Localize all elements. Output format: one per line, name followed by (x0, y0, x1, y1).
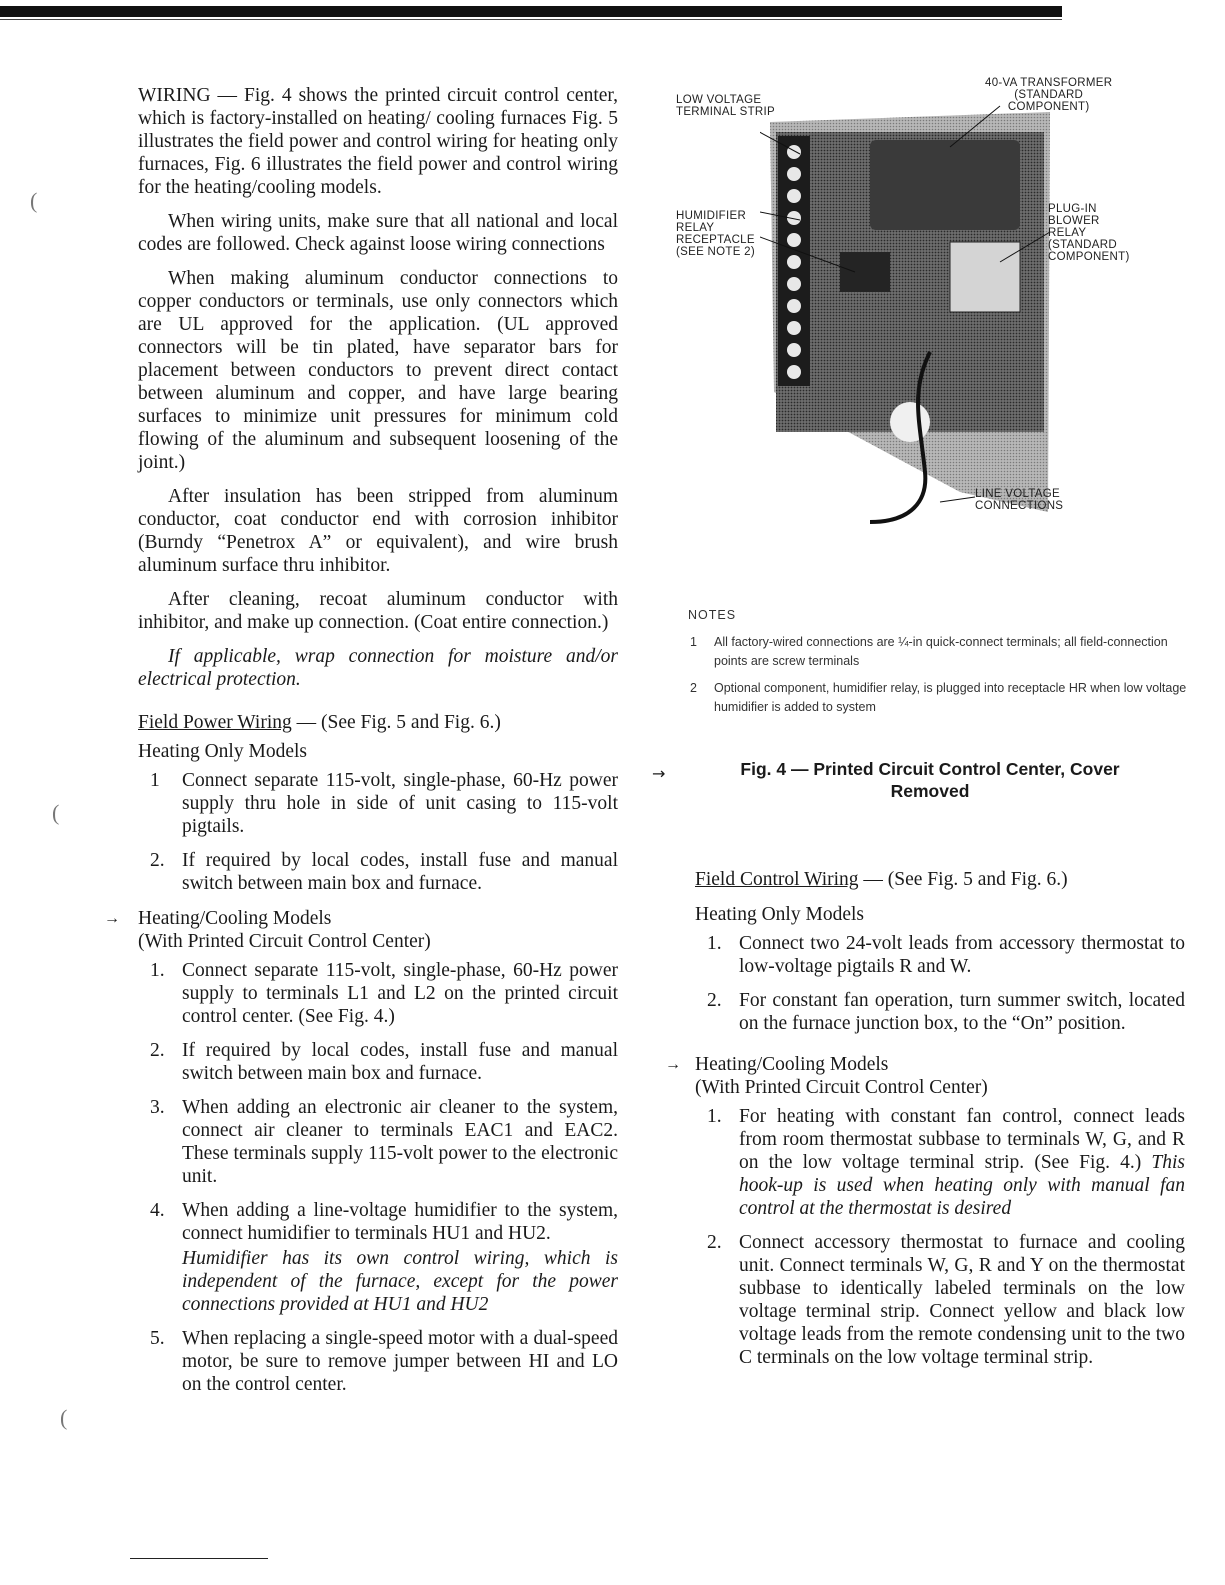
step-number: 2. (707, 1232, 722, 1253)
blower-relay (950, 242, 1020, 312)
humidifier-note: Humidifier has its own control wiring, which is independent of the furnace, except for the power connections provided at HU1 and HU2 (182, 1248, 618, 1315)
step-text: If required by local codes, install fuse and manual switch between main box and furnace. (182, 1040, 618, 1084)
step-number: 3. (150, 1097, 165, 1118)
subheading-line: Heating/Cooling Models (695, 1054, 889, 1075)
revision-arrow-icon: → (665, 1056, 681, 1073)
list-item (138, 769, 618, 838)
top-border-bar (0, 6, 1062, 17)
label-line-voltage-connections: LINE VOLTAGE CONNECTIONS (975, 488, 1064, 512)
step-text: For constant fan operation, turn summer switch, located on the furnace junction box, to the “On” position. (739, 990, 1185, 1034)
subheading-line: (With Printed Circuit Control Center) (138, 931, 431, 952)
step-number: 5. (150, 1328, 165, 1349)
heading-title: Field Power Wiring (138, 712, 292, 733)
list-item (138, 1327, 618, 1396)
subheading-line: Heating/Cooling Models (138, 908, 332, 929)
codes-paragraph: When wiring units, make sure that all national and local codes are followed. Check against loose wiring connections (138, 211, 618, 255)
subheading-line: (With Printed Circuit Control Center) (695, 1077, 988, 1098)
insulation-paragraph: After insulation has been stripped from aluminum conductor, coat conductor end with corrosion inhibitor (Burndy “Penetrox A” or equivalent), and wire brush aluminum surface thru inhibitor. (138, 486, 618, 576)
step-number: 1 (150, 770, 160, 791)
list-item (695, 932, 1185, 978)
step-number: 2. (150, 850, 165, 871)
left-column (104, 84, 618, 1407)
step-number: 2. (150, 1040, 165, 1061)
step-text: Connect two 24-volt leads from accessory thermostat to low-voltage pigtails R and W. (739, 933, 1185, 977)
control-heating-cooling-steps (695, 1105, 1185, 1369)
list-item (138, 1039, 618, 1085)
line-voltage-knockout (890, 402, 930, 442)
label-blower-relay: PLUG-IN BLOWER RELAY (STANDARD COMPONENT) (1048, 203, 1130, 263)
aluminum-connections-paragraph: When making aluminum conductor connections to copper conductors or terminals, use only connectors which are UL approved for the application. (UL approved connectors will be tin plated, have separator bars for placement between conductors to prevent direct contact between aluminum and copper, and have large bearing surfaces to minimize unit pressures for minimum cold flowing of the aluminum and subsequent loosening of the joint.) (138, 268, 618, 473)
step-text: Connect separate 115-volt, single-phase, 60-Hz power supply thru hole in side of unit casing to 115-volt pigtails. (182, 770, 618, 837)
field-control-wiring-heading (695, 868, 1185, 891)
step-text: If required by local codes, install fuse and manual switch between main box and furnace. (182, 850, 618, 894)
list-item (138, 959, 618, 1028)
list-item (695, 1231, 1185, 1369)
binder-mark: ( (52, 800, 60, 825)
heating-cooling-steps (138, 959, 618, 1396)
notes-title: NOTES (688, 608, 737, 622)
note-item (688, 633, 1188, 671)
subheading-heating-cooling (104, 907, 618, 953)
control-heating-only-steps (695, 932, 1185, 1035)
right-column (665, 868, 1186, 1380)
subheading-heating-only: Heating Only Models (695, 904, 864, 925)
heading-reference: — (See Fig. 5 and Fig. 6.) (858, 869, 1068, 890)
list-item (138, 1096, 618, 1188)
note-text: All factory-wired connections are ¼-in quick-connect terminals; all field-connection points are screw terminals (714, 635, 1168, 668)
recoat-paragraph: After cleaning, recoat aluminum conductor with inhibitor, and make up connection. (Coat entire connection.) (138, 589, 618, 633)
field-power-wiring-heading (138, 711, 618, 734)
step-text: When adding an electronic air cleaner to the system, connect air cleaner to terminals EAC1 and EAC2. These terminals supply 115-volt power to the electronic unit. (182, 1097, 618, 1187)
list-item (695, 1105, 1185, 1220)
wiring-intro-paragraph: WIRING — Fig. 4 shows the printed circuit control center, which is factory-installed on heating/ cooling furnaces Fig. 5 illustrates the field power and control wiring for heating only furnaces, Fig. 6 illustrates the field power and control wiring for the heating/cooling models. (138, 85, 618, 198)
subheading-heating-cooling (665, 1053, 1185, 1099)
figure-caption: Fig. 4 — Printed Circuit Control Center, Cover Removed (740, 759, 1120, 801)
step-text: Connect separate 115-volt, single-phase, 60-Hz power supply to terminals L1 and L2 on the printed circuit control center. (See Fig. 4.) (182, 960, 618, 1027)
note-text: Optional component, humidifier relay, is plugged into receptacle HR when low voltage humidifier is added to system (714, 681, 1187, 714)
step-number: 2. (707, 990, 722, 1011)
control-center-photo (760, 92, 1060, 542)
step-text: When replacing a single-speed motor with a dual-speed motor, be sure to remove jumper between HI and LO on the control center. (182, 1328, 618, 1395)
hookup-note: This hook-up is used when heating only with manual fan control at the thermostat is desired (739, 1152, 1186, 1219)
heading-title: Field Control Wiring (695, 869, 859, 890)
label-humidifier-relay-receptacle: HUMIDIFIER RELAY RECEPTACLE (SEE NOTE 2) (676, 210, 756, 258)
step-number: 1. (150, 960, 165, 981)
note-number: 2 (690, 681, 697, 695)
figure-notes (688, 606, 1188, 725)
heating-only-steps (138, 769, 618, 895)
step-text: When adding a line-voltage humidifier to the system, connect humidifier to terminals HU1 and HU2. (182, 1200, 618, 1244)
revision-arrow-icon: → (652, 764, 666, 783)
list-item (138, 1199, 618, 1316)
revision-arrow-icon: → (104, 910, 120, 927)
list-item (138, 849, 618, 895)
step-text: Connect accessory thermostat to furnace and cooling unit. Connect terminals W, G, R and Y on the thermostat subbase to identically labeled terminals on the low voltage terminal strip. Connect yellow and black low voltage leads from the remote condensing unit to the two C terminals on the low voltage terminal strip. (739, 1232, 1185, 1368)
binder-mark: ( (60, 1405, 68, 1430)
step-text: For heating with constant fan control, connect leads from room thermostat subbase to terminals W, G, and R on the low voltage terminal strip. (See Fig. 4.) (739, 1106, 1185, 1173)
label-low-voltage-terminal-strip: LOW VOLTAGE TERMINAL STRIP (676, 94, 775, 118)
step-number: 4. (150, 1200, 165, 1221)
transformer (870, 140, 1020, 230)
top-border-line (0, 19, 1062, 20)
note-number: 1 (690, 635, 697, 649)
note-item (688, 679, 1188, 717)
bottom-rule (130, 1558, 268, 1559)
label-transformer: 40-VA TRANSFORMER (STANDARD COMPONENT) (985, 77, 1113, 113)
moisture-protection-note: If applicable, wrap connection for moisture and/or electrical protection. (138, 646, 618, 690)
humidifier-receptacle (840, 252, 890, 292)
subheading-heating-only: Heating Only Models (138, 741, 307, 762)
step-number: 1. (707, 933, 722, 954)
binder-mark: ( (30, 188, 38, 213)
list-item (695, 989, 1185, 1035)
heading-reference: — (See Fig. 5 and Fig. 6.) (291, 712, 501, 733)
step-number: 1. (707, 1106, 722, 1127)
